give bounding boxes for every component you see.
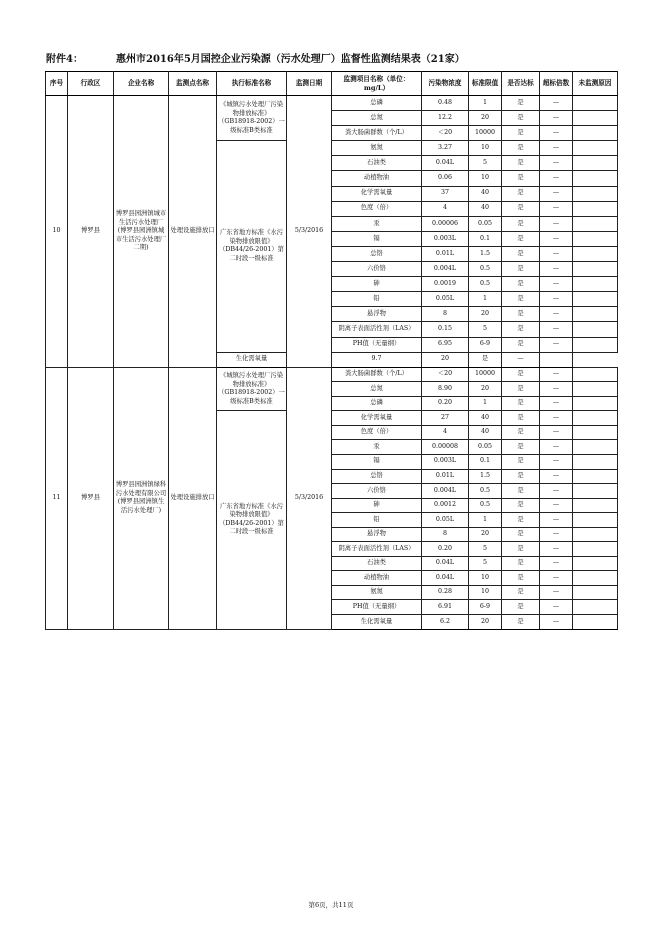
compliant: 是 (502, 126, 540, 141)
item-name: 六价铬 (332, 262, 422, 277)
limit-value: 0.05 (469, 216, 502, 231)
compliant: 是 (502, 231, 540, 246)
compliant: 是 (502, 600, 540, 615)
exceed-ratio: — (540, 556, 573, 571)
limit-value: 6-9 (469, 337, 502, 352)
limit-value: 40 (469, 411, 502, 426)
limit-value: 0.1 (469, 231, 502, 246)
compliant: 是 (502, 556, 540, 571)
concentration: 8 (422, 307, 469, 322)
standard-name: 广东省地方标准《水污染物排放限值》（DB44/26-2001）第二时段一级标准 (217, 411, 287, 629)
limit-value: 40 (469, 186, 502, 201)
monitoring-date: 5/3/2016 (287, 96, 332, 368)
unmonitored-reason (573, 600, 618, 615)
compliant: 是 (469, 352, 502, 367)
column-header: 是否达标 (502, 72, 540, 96)
item-name: PH值（无量纲） (332, 600, 422, 615)
item-name: 镉 (332, 231, 422, 246)
page-title: 惠州市2016年5月国控企业污染源（污水处理厂）监督性监测结果表（21家） (116, 54, 465, 65)
concentration: 3.27 (422, 141, 469, 156)
compliant: 是 (502, 396, 540, 411)
unmonitored-reason (573, 171, 618, 186)
exceed-ratio: — (540, 171, 573, 186)
limit-value: 0.5 (469, 262, 502, 277)
unmonitored-reason (573, 141, 618, 156)
exceed-ratio: — (540, 484, 573, 499)
unmonitored-reason (573, 411, 618, 426)
unmonitored-reason (573, 469, 618, 484)
exceed-ratio: — (540, 513, 573, 528)
compliant: 是 (502, 571, 540, 586)
compliant: 是 (502, 307, 540, 322)
compliant: 是 (502, 337, 540, 352)
limit-value: 10000 (469, 126, 502, 141)
limit-value: 10 (469, 171, 502, 186)
item-name: 总氮 (332, 382, 422, 397)
monitoring-date: 5/3/2016 (287, 367, 332, 629)
unmonitored-reason (573, 367, 618, 382)
concentration: 0.003L (422, 454, 469, 469)
concentration: 4 (422, 425, 469, 440)
limit-value: 10 (469, 585, 502, 600)
exceed-ratio: — (502, 352, 540, 367)
limit-value: 6-9 (469, 600, 502, 615)
item-name: 石油类 (332, 156, 422, 171)
exceed-ratio: — (540, 585, 573, 600)
table-header-row (46, 72, 618, 96)
serial-number: 10 (46, 96, 68, 368)
limit-value: 0.5 (469, 498, 502, 513)
column-header: 监测项目名称（单位：mg/L） (332, 72, 422, 96)
concentration: 12.2 (422, 111, 469, 126)
exceed-ratio: — (540, 600, 573, 615)
compliant: 是 (502, 156, 540, 171)
compliant: 是 (502, 171, 540, 186)
compliant: 是 (502, 96, 540, 111)
unmonitored-reason (573, 337, 618, 352)
column-header: 监测点名称 (169, 72, 217, 96)
unmonitored-reason (573, 614, 618, 629)
limit-value: 20 (469, 527, 502, 542)
column-header: 序号 (46, 72, 68, 96)
limit-value: 40 (469, 425, 502, 440)
item-name: 铅 (332, 292, 422, 307)
limit-value: 1.5 (469, 246, 502, 261)
column-header: 标准限值 (469, 72, 502, 96)
item-name: 汞 (332, 440, 422, 455)
concentration: 0.05L (422, 513, 469, 528)
compliant: 是 (502, 411, 540, 426)
exceed-ratio: — (540, 216, 573, 231)
unmonitored-reason (573, 111, 618, 126)
concentration: 0.15 (422, 322, 469, 337)
limit-value: 0.1 (469, 454, 502, 469)
exceed-ratio: — (540, 126, 573, 141)
compliant: 是 (502, 382, 540, 397)
item-name: 铅 (332, 513, 422, 528)
item-name: 总氮 (332, 111, 422, 126)
serial-number: 11 (46, 367, 68, 629)
compliant: 是 (502, 585, 540, 600)
exceed-ratio: — (540, 156, 573, 171)
limit-value: 1.5 (469, 469, 502, 484)
limit-value: 40 (469, 201, 502, 216)
concentration: 6.91 (422, 600, 469, 615)
exceed-ratio: — (540, 201, 573, 216)
concentration: 6.2 (422, 614, 469, 629)
standard-name: 《城镇污水处理厂污染物排放标准》（GB18918-2002）一级标准B类标准 (217, 367, 287, 411)
exceed-ratio: — (540, 425, 573, 440)
compliant: 是 (502, 186, 540, 201)
limit-value: 5 (469, 156, 502, 171)
unmonitored-reason (573, 454, 618, 469)
unmonitored-reason (573, 277, 618, 292)
exceed-ratio: — (540, 382, 573, 397)
concentration: 0.00006 (422, 216, 469, 231)
exceed-ratio: — (540, 96, 573, 111)
limit-value: 10000 (469, 367, 502, 382)
compliant: 是 (502, 246, 540, 261)
limit-value: 5 (469, 556, 502, 571)
compliant: 是 (502, 542, 540, 557)
compliant: 是 (502, 527, 540, 542)
unmonitored-reason (573, 527, 618, 542)
concentration: 8.90 (422, 382, 469, 397)
unmonitored-reason (573, 126, 618, 141)
exceed-ratio: — (540, 571, 573, 586)
table-row (46, 96, 618, 111)
exceed-ratio: — (540, 411, 573, 426)
limit-value: 20 (469, 111, 502, 126)
limit-value: 10 (469, 141, 502, 156)
concentration: 6.95 (422, 337, 469, 352)
standard-name: 广东省地方标准《水污染物排放限值》（DB44/26-2001）第二时段一级标准 (217, 141, 287, 352)
item-name: 六价铬 (332, 484, 422, 499)
monitoring-results-table (45, 71, 618, 630)
limit-value: 10 (469, 571, 502, 586)
exceed-ratio: — (540, 307, 573, 322)
exceed-ratio: — (540, 262, 573, 277)
exceed-ratio: — (540, 292, 573, 307)
page-footer: 第6页，共11页 (308, 901, 354, 909)
exceed-ratio: — (540, 367, 573, 382)
exceed-ratio: — (540, 396, 573, 411)
unmonitored-reason (573, 571, 618, 586)
unmonitored-reason (573, 231, 618, 246)
column-header: 企业名称 (114, 72, 169, 96)
concentration: 27 (422, 411, 469, 426)
limit-value: 20 (422, 352, 469, 367)
concentration: 0.01L (422, 246, 469, 261)
compliant: 是 (502, 216, 540, 231)
concentration: 0.20 (422, 396, 469, 411)
exceed-ratio: — (540, 469, 573, 484)
exceed-ratio: — (540, 337, 573, 352)
concentration: 4 (422, 201, 469, 216)
item-name: 阴离子表面活性剂（LAS） (332, 322, 422, 337)
concentration: 0.20 (422, 542, 469, 557)
limit-value: 0.05 (469, 440, 502, 455)
item-name: 粪大肠菌群数（个/L） (332, 126, 422, 141)
unmonitored-reason (573, 556, 618, 571)
concentration: 0.004L (422, 484, 469, 499)
item-name: 生化需氧量 (332, 614, 422, 629)
limit-value: 1 (469, 292, 502, 307)
concentration: 0.0019 (422, 277, 469, 292)
item-name: 总磷 (332, 396, 422, 411)
compliant: 是 (502, 614, 540, 629)
item-name: 汞 (332, 216, 422, 231)
annex-label: 附件4： (46, 54, 83, 65)
item-name: 化学需氧量 (332, 186, 422, 201)
column-header: 超标倍数 (540, 72, 573, 96)
item-name: 粪大肠菌群数（个/L） (332, 367, 422, 382)
limit-value: 0.5 (469, 277, 502, 292)
unmonitored-reason (573, 542, 618, 557)
compliant: 是 (502, 425, 540, 440)
unmonitored-reason (573, 201, 618, 216)
compliant: 是 (502, 141, 540, 156)
column-header: 未监测原因 (573, 72, 618, 96)
concentration: 0.04L (422, 571, 469, 586)
concentration: 0.003L (422, 231, 469, 246)
concentration: 0.0012 (422, 498, 469, 513)
concentration: 0.05L (422, 292, 469, 307)
item-name: 色度（倍） (332, 201, 422, 216)
item-name: 阴离子表面活性剂（LAS） (332, 542, 422, 557)
concentration: ＜20 (422, 126, 469, 141)
unmonitored-reason (573, 396, 618, 411)
item-name: 生化需氧量 (217, 352, 287, 367)
unmonitored-reason (573, 96, 618, 111)
exceed-ratio: — (540, 527, 573, 542)
compliant: 是 (502, 367, 540, 382)
concentration: 37 (422, 186, 469, 201)
compliant: 是 (502, 277, 540, 292)
exceed-ratio: — (540, 111, 573, 126)
concentration: 0.00008 (422, 440, 469, 455)
standard-name: 《城镇污水处理厂污染物排放标准》（GB18918-2002）一级标准B类标准 (217, 96, 287, 141)
item-name: 总铬 (332, 246, 422, 261)
limit-value: 20 (469, 614, 502, 629)
unmonitored-reason (540, 352, 573, 367)
item-name: 化学需氧量 (332, 411, 422, 426)
exceed-ratio: — (540, 231, 573, 246)
column-header: 行政区 (68, 72, 114, 96)
unmonitored-reason (573, 292, 618, 307)
company-name: 博罗县园洲镇绿科污水处理有限公司(博罗县园洲镇生活污水处理厂) (114, 367, 169, 629)
limit-value: 0.5 (469, 484, 502, 499)
limit-value: 5 (469, 322, 502, 337)
compliant: 是 (502, 498, 540, 513)
concentration: 0.06 (422, 171, 469, 186)
concentration: 0.04L (422, 556, 469, 571)
limit-value: 5 (469, 542, 502, 557)
unmonitored-reason (573, 246, 618, 261)
unmonitored-reason (573, 322, 618, 337)
column-header: 执行标准名称 (217, 72, 287, 96)
exceed-ratio: — (540, 498, 573, 513)
unmonitored-reason (573, 513, 618, 528)
table-row (46, 367, 618, 382)
district: 博罗县 (68, 96, 114, 368)
column-header: 污染物浓度 (422, 72, 469, 96)
unmonitored-reason (573, 156, 618, 171)
item-name: 总磷 (332, 96, 422, 111)
concentration: ＜20 (422, 367, 469, 382)
exceed-ratio: — (540, 246, 573, 261)
concentration: 0.004L (422, 262, 469, 277)
unmonitored-reason (573, 216, 618, 231)
exceed-ratio: — (540, 454, 573, 469)
exceed-ratio: — (540, 614, 573, 629)
item-name: 镉 (332, 454, 422, 469)
limit-value: 20 (469, 307, 502, 322)
item-name: 悬浮物 (332, 527, 422, 542)
monitoring-point: 处理设施排放口 (169, 367, 217, 629)
compliant: 是 (502, 201, 540, 216)
concentration: 0.01L (422, 469, 469, 484)
compliant: 是 (502, 484, 540, 499)
item-name: 色度（倍） (332, 425, 422, 440)
unmonitored-reason (573, 262, 618, 277)
exceed-ratio: — (540, 322, 573, 337)
exceed-ratio: — (540, 440, 573, 455)
item-name: 石油类 (332, 556, 422, 571)
item-name: 动植物油 (332, 171, 422, 186)
concentration: 0.04L (422, 156, 469, 171)
compliant: 是 (502, 440, 540, 455)
unmonitored-reason (573, 498, 618, 513)
exceed-ratio: — (540, 277, 573, 292)
item-name: 动植物油 (332, 571, 422, 586)
concentration: 9.7 (332, 352, 422, 367)
unmonitored-reason (573, 440, 618, 455)
item-name: 悬浮物 (332, 307, 422, 322)
compliant: 是 (502, 262, 540, 277)
item-name: 砷 (332, 498, 422, 513)
company-name: 博罗县园洲镇城市生活污水处理厂(博罗县园洲镇城市生活污水处理厂二期) (114, 96, 169, 368)
compliant: 是 (502, 454, 540, 469)
unmonitored-reason (573, 585, 618, 600)
unmonitored-reason (573, 186, 618, 201)
concentration: 0.28 (422, 585, 469, 600)
item-name: 氨氮 (332, 585, 422, 600)
compliant: 是 (502, 111, 540, 126)
compliant: 是 (502, 469, 540, 484)
limit-value: 1 (469, 396, 502, 411)
unmonitored-reason (573, 382, 618, 397)
compliant: 是 (502, 292, 540, 307)
concentration: 8 (422, 527, 469, 542)
unmonitored-reason (573, 307, 618, 322)
district: 博罗县 (68, 367, 114, 629)
column-header: 监测日期 (287, 72, 332, 96)
exceed-ratio: — (540, 542, 573, 557)
unmonitored-reason (573, 484, 618, 499)
limit-value: 1 (469, 96, 502, 111)
monitoring-point: 处理设施排放口 (169, 96, 217, 368)
item-name: 砷 (332, 277, 422, 292)
limit-value: 20 (469, 382, 502, 397)
unmonitored-reason (573, 425, 618, 440)
limit-value: 1 (469, 513, 502, 528)
exceed-ratio: — (540, 141, 573, 156)
concentration: 0.48 (422, 96, 469, 111)
item-name: PH值（无量纲） (332, 337, 422, 352)
exceed-ratio: — (540, 186, 573, 201)
item-name: 氨氮 (332, 141, 422, 156)
compliant: 是 (502, 322, 540, 337)
compliant: 是 (502, 513, 540, 528)
item-name: 总铬 (332, 469, 422, 484)
